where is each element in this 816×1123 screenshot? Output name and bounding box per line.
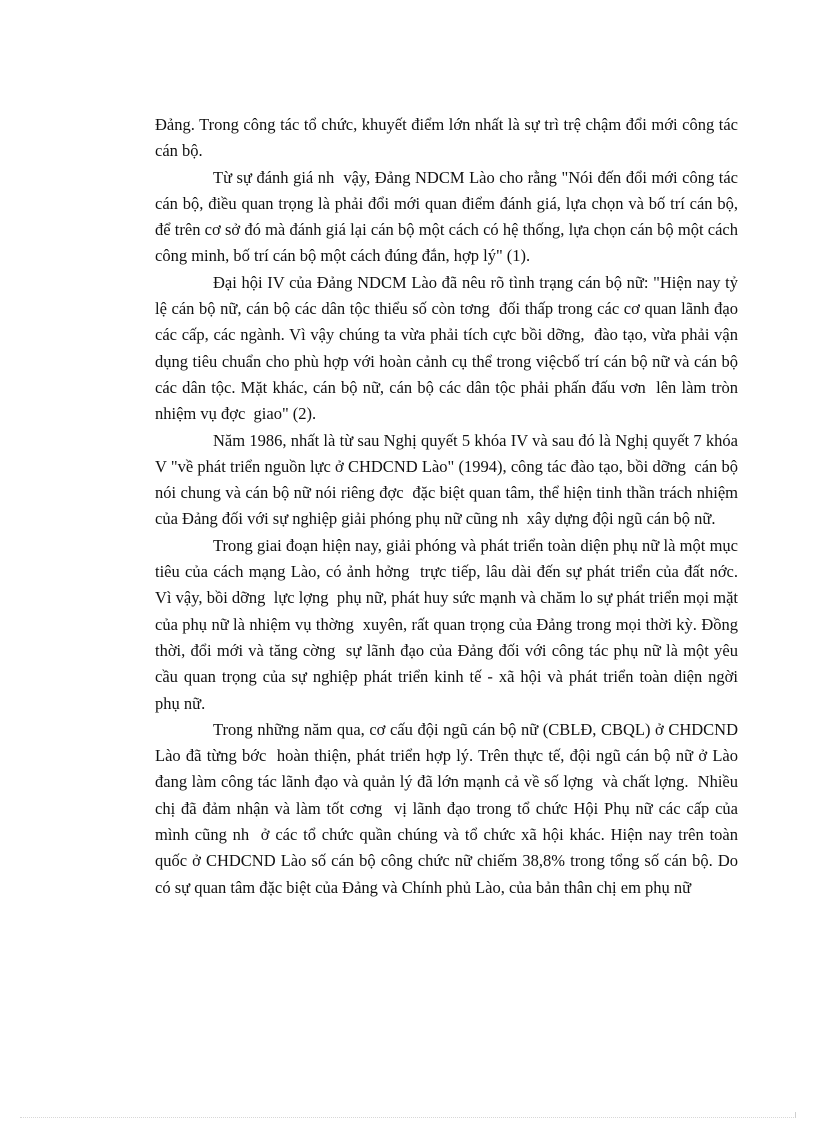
paragraph-2: Từ sự đánh giá nh vậy, Đảng NDCM Lào cho rằng "Nói đến đổi mới công tác cán bộ, điều quan trọng là phải đổi mới quan điểm đánh giá, lựa chọn và bố trí cán bộ, để trên cơ sở đó mà đánh giá lại cán bộ một cách có hệ thống, lựa chọn cán bộ một cách công minh, bố trí cán bộ một cách đúng đắn, hợp lý" (1). bbox=[155, 167, 743, 266]
paragraph-4: Năm 1986, nhất là từ sau Nghị quyết 5 khóa IV và sau đó là Nghị quyết 7 khóa V "về phát triển nguồn lực ở CHDCND Lào" (1994), công tác đào tạo, bồi dỡng cán bộ nói chung và cán bộ nữ nói riêng đợc đặc biệt quan tâm, thể hiện tinh thần trách nhiệm của Đảng đối với sự nghiệp giải phóng phụ nữ cũng nh xây dựng đội ngũ cán bộ nữ. bbox=[155, 430, 743, 529]
paragraph-5: Trong giai đoạn hiện nay, giải phóng và phát triển toàn diện phụ nữ là một mục tiêu của cách mạng Lào, có ảnh hởng trực tiếp, lâu dài đến sự phát triển của đất nớc. Vì vậy, bồi dỡng lực lợng phụ nữ, phát huy sức mạnh và chăm lo sự phát triển mọi mặt của phụ nữ là nhiệm vụ thờng xuyên, rất quan trọng của Đảng trong mọi thời kỳ. Đồng thời, đổi mới và tăng cờng sự lãnh đạo của Đảng đối với công tác phụ nữ là một yêu cầu quan trọng của sự nghiệp phát triển kinh tế - xã hội và phát triển toàn diện ngời phụ nữ. bbox=[155, 535, 747, 713]
paragraph-6: Trong những năm qua, cơ cấu đội ngũ cán bộ nữ (CBLĐ, CBQL) ở CHDCND Lào đã từng bớc hoàn thiện, phát triển hợp lý. Trên thực tế, đội ngũ cán bộ nữ ở Lào đang làm công tác lãnh đạo và quản lý đã lớn mạnh cả về số lợng và chất lợng. Nhiều chị đã đảm nhận và làm tốt cơng vị lãnh đạo trong tổ chức Hội Phụ nữ các cấp của mình cũng nh ở các tổ chức quần chúng và tổ chức xã hội khác. Hiện nay trên toàn quốc ở CHDCND Lào số cán bộ công chức nữ chiếm 38,8% trong tổng số cán bộ. Do có sự quan tâm đặc biệt của Đảng và Chính phủ Lào, của bản thân chị em phụ nữ bbox=[155, 719, 743, 897]
paragraph-1: Đảng. Trong công tác tổ chức, khuyết điểm lớn nhất là sự trì trệ chậm đổi mới công tác cán bộ. bbox=[155, 115, 743, 161]
body-text bbox=[155, 112, 747, 901]
page-bottom-divider bbox=[20, 1117, 796, 1118]
page-corner-mark bbox=[795, 1112, 802, 1118]
paragraph-3: Đại hội IV của Đảng NDCM Lào đã nêu rõ tình trạng cán bộ nữ: "Hiện nay tỷ lệ cán bộ nữ, cán bộ các dân tộc thiểu số còn tơng đối thấp trong các cơ quan lãnh đạo các cấp, các ngành. Vì vậy chúng ta vừa phải tích cực bồi dỡng, đào tạo, vừa phải vận dụng tiêu chuẩn cho phù hợp với hoàn cảnh cụ thể trong việcbố trí cán bộ nữ và cán bộ các dân tộc. Mặt khác, cán bộ nữ, cán bộ các dân tộc phải phấn đấu vơn lên làm tròn nhiệm vụ đợc giao" (2). bbox=[155, 272, 743, 424]
